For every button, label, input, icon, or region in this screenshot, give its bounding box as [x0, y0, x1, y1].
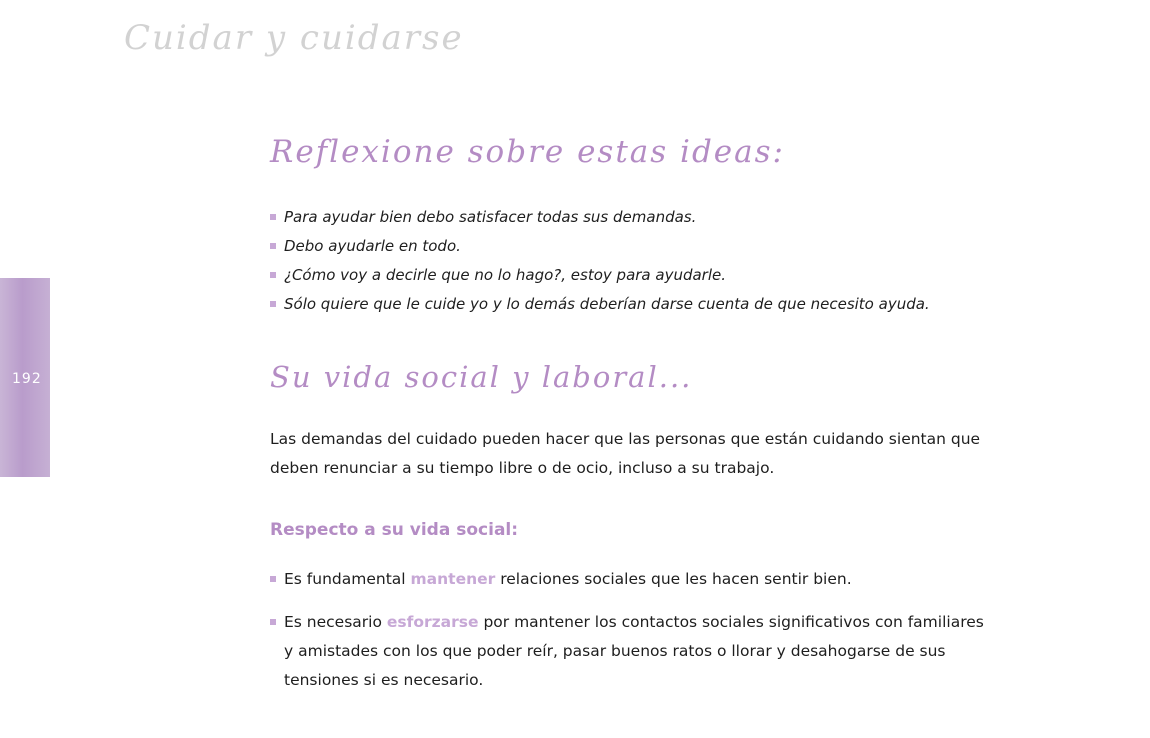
keyword-highlight: mantener — [410, 570, 496, 588]
bullet-square-icon — [270, 214, 276, 220]
list-item-text: Debo ayudarle en todo. — [284, 236, 461, 255]
list-item — [270, 608, 985, 695]
item-text-before: Es fundamental — [284, 570, 411, 588]
bullet-square-icon — [270, 301, 276, 307]
page-number: 192 — [12, 371, 42, 387]
section-title-vida-social: Su vida social y laboral... — [270, 360, 693, 394]
running-header: Cuidar y cuidarse — [124, 18, 464, 58]
subheading-vida-social: Respecto a su vida social: — [270, 520, 519, 540]
list-item — [270, 289, 930, 318]
list-item-text: Sólo quiere que le cuide yo y lo demás deberían darse cuenta de que necesito ayuda. — [284, 294, 930, 313]
social-list — [270, 565, 985, 695]
intro-paragraph: Las demandas del cuidado pueden hacer que las personas que están cuidando sientan que deben renunciar a su tiempo libre o de ocio, incluso a su trabajo. — [270, 430, 981, 477]
bullet-square-icon — [270, 576, 276, 582]
bullet-square-icon — [270, 243, 276, 249]
list-item — [270, 202, 930, 231]
item-text-after: por mantener los contactos sociales significativos con familiares y amistades con los que poder reír, pasar buenos ratos o llorar y desahogarse de sus tensiones si es necesario. — [284, 613, 984, 689]
list-item-text: Para ayudar bien debo satisfacer todas sus demandas. — [284, 207, 697, 226]
item-text-before: Es necesario — [284, 613, 387, 631]
bullet-square-icon — [270, 619, 276, 625]
bullet-square-icon — [270, 272, 276, 278]
keyword-highlight: esforzarse — [386, 613, 479, 631]
list-item — [270, 565, 985, 594]
list-item — [270, 260, 930, 289]
list-item — [270, 231, 930, 260]
item-text-after: relaciones sociales que les hacen sentir bien. — [495, 570, 852, 588]
list-item-text: ¿Cómo voy a decirle que no lo hago?, estoy para ayudarle. — [284, 265, 727, 284]
section-title-reflexione: Reflexione sobre estas ideas: — [270, 134, 785, 170]
reflection-list — [270, 202, 930, 318]
